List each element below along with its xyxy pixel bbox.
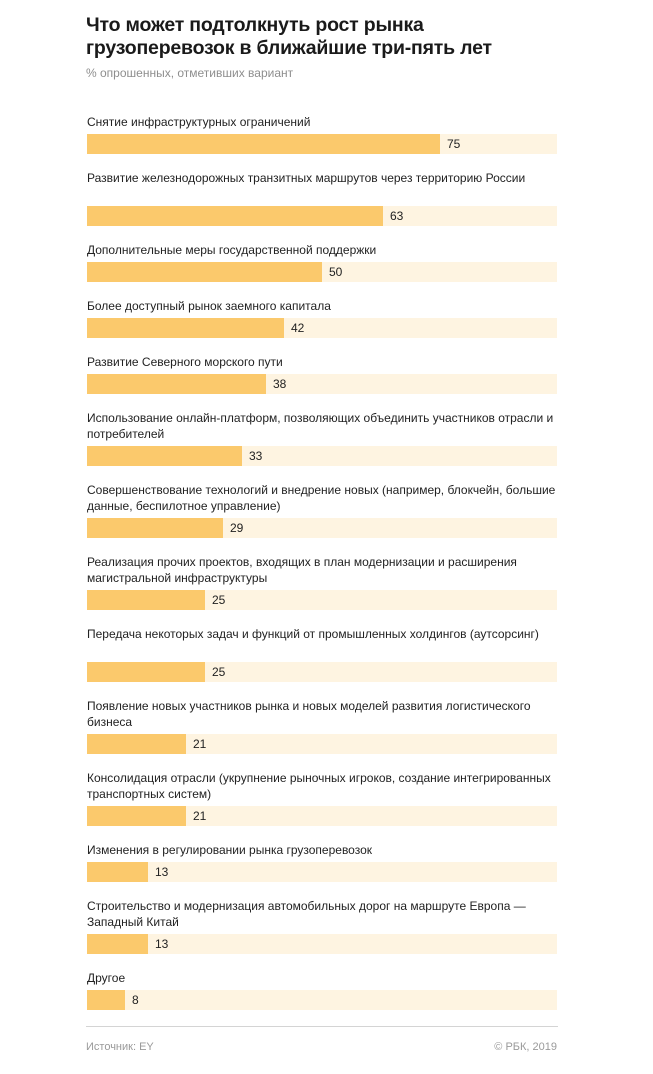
bar-row (87, 842, 557, 879)
category-label: Развитие железнодорожных транзитных маршрутов через территорию России (87, 171, 526, 185)
value-label: 63 (390, 209, 404, 223)
bar-track (87, 374, 557, 394)
bar-row (87, 410, 557, 463)
copyright-note: © РБК, 2019 (494, 1041, 557, 1053)
bar-row (87, 354, 557, 391)
category-label: Использование онлайн-платформ, позволяющих объединить участников отрасли и потребителей (87, 411, 554, 441)
bar-row (87, 114, 557, 151)
bar-row (87, 554, 557, 607)
category-label: Более доступный рынок заемного капитала (87, 299, 331, 313)
bar (87, 318, 284, 338)
bar-track (87, 806, 557, 826)
value-label: 21 (193, 809, 207, 823)
bar-track (87, 990, 557, 1010)
category-label: Дополнительные меры государственной поддержки (87, 243, 377, 257)
bar (87, 934, 148, 954)
category-label: Реализация прочих проектов, входящих в план модернизации и расширения магистральной инфраструктуры (87, 555, 517, 585)
category-label: Появление новых участников рынка и новых моделей развития логистического бизнеса (87, 699, 531, 729)
bar (87, 206, 383, 226)
bar (87, 134, 440, 154)
bar-row (87, 298, 557, 335)
value-label: 38 (273, 377, 287, 391)
bar-row (87, 170, 557, 223)
bar-track (87, 318, 557, 338)
bar (87, 590, 205, 610)
bar-track (87, 446, 557, 466)
bar-row (87, 626, 557, 679)
value-label: 13 (155, 937, 169, 951)
value-label: 50 (329, 265, 343, 279)
category-label: Строительство и модернизация автомобильных дорог на маршруте Европа — Западный Китай (87, 899, 526, 929)
bar (87, 662, 205, 682)
footer-divider (86, 1026, 558, 1027)
bar-track (87, 206, 557, 226)
bar-row (87, 242, 557, 279)
category-label: Совершенствование технологий и внедрение новых (например, блокчейн, большие данные, беспилотное управление) (87, 483, 556, 513)
bar (87, 518, 223, 538)
value-label: 75 (447, 137, 461, 151)
category-label: Консолидация отрасли (укрупнение рыночных игроков, создание интегрированных транспортных систем) (87, 771, 551, 801)
bar (87, 446, 242, 466)
source-note: Источник: EY (86, 1041, 154, 1053)
bar-track (87, 134, 557, 154)
bar-track (87, 934, 557, 954)
bar-track (87, 662, 557, 682)
bar-track (87, 862, 557, 882)
value-label: 29 (230, 521, 244, 535)
value-label: 13 (155, 865, 169, 879)
bar-row (87, 482, 557, 535)
bar (87, 262, 322, 282)
value-label: 25 (212, 593, 226, 607)
value-label: 8 (132, 993, 139, 1007)
bar-row (87, 898, 557, 951)
bar-row (87, 770, 557, 823)
category-label: Передача некоторых задач и функций от промышленных холдингов (аутсорсинг) (87, 627, 539, 641)
bar (87, 862, 148, 882)
bar-row (87, 970, 557, 1007)
value-label: 21 (193, 737, 207, 751)
category-label: Снятие инфраструктурных ограничений (87, 115, 311, 129)
chart-title: Что может подтолкнуть рост рынка грузоперевозок в ближайшие три-пять лет (86, 14, 492, 59)
value-label: 42 (291, 321, 305, 335)
category-label: Развитие Северного морского пути (87, 355, 283, 369)
chart-subtitle: % опрошенных, отметивших вариант (86, 66, 294, 80)
bar (87, 990, 125, 1010)
bar-row (87, 698, 557, 751)
bar-track (87, 262, 557, 282)
category-label: Другое (87, 971, 126, 985)
value-label: 33 (249, 449, 263, 463)
category-label: Изменения в регулировании рынка грузоперевозок (87, 843, 373, 857)
bar-track (87, 518, 557, 538)
bar (87, 374, 266, 394)
value-label: 25 (212, 665, 226, 679)
bar (87, 734, 186, 754)
bar (87, 806, 186, 826)
bar-track (87, 590, 557, 610)
bar-track (87, 734, 557, 754)
